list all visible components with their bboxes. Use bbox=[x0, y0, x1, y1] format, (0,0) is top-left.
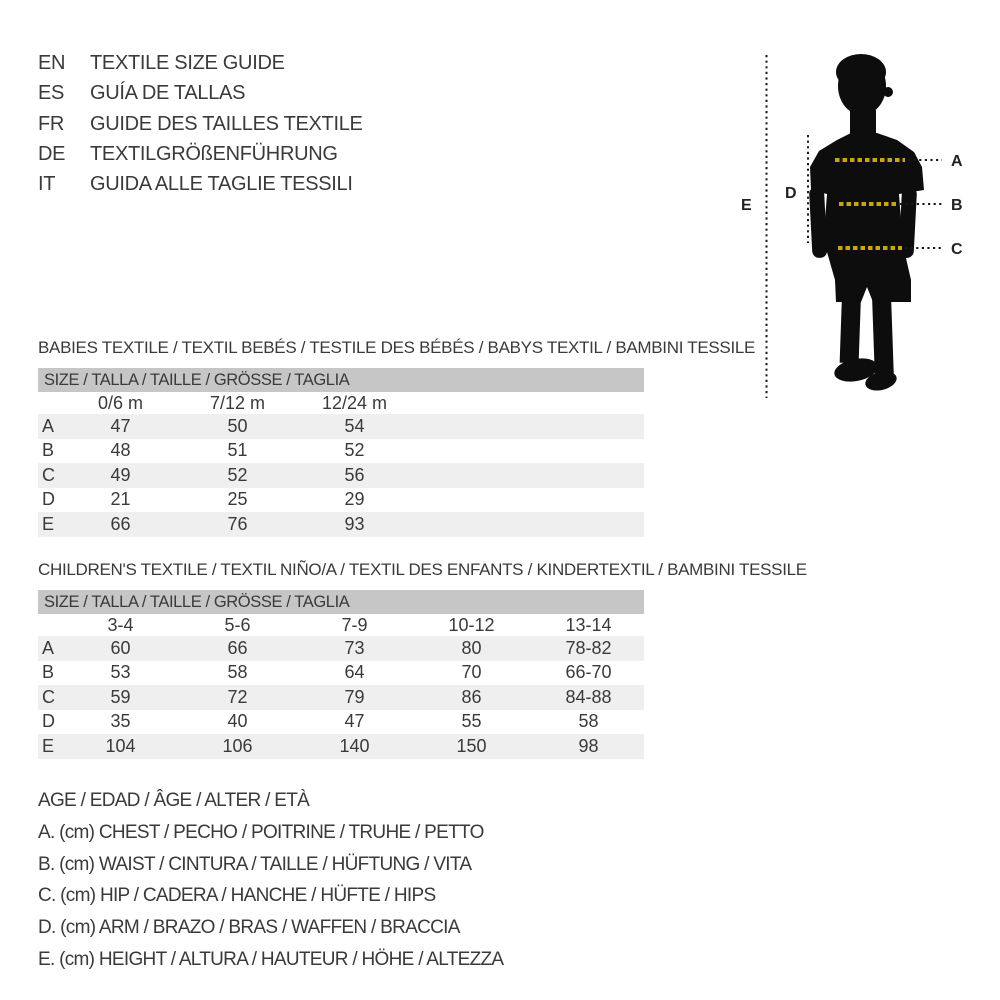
table-cell: 59 bbox=[110, 686, 131, 707]
table-cell: 50 bbox=[227, 415, 248, 436]
table-cell: 66 bbox=[110, 513, 131, 534]
table-row-b bbox=[38, 661, 644, 686]
chest-label: A bbox=[951, 153, 963, 170]
table-cell: 140 bbox=[339, 735, 370, 756]
height-label: E bbox=[741, 197, 752, 214]
row-label: C bbox=[42, 464, 55, 485]
row-label: D bbox=[42, 711, 55, 732]
table-cell: 54 bbox=[344, 415, 365, 436]
table-cell: 48 bbox=[110, 440, 131, 461]
table-cell: 72 bbox=[227, 686, 248, 707]
arm-label: D bbox=[785, 185, 797, 202]
language-row-it bbox=[38, 169, 363, 199]
legend-height-line: E. (cm) HEIGHT / ALTURA / HAUTEUR / HÖHE / ALTEZZA bbox=[38, 948, 504, 970]
language-row-en bbox=[38, 48, 363, 78]
legend-arm-line: D. (cm) ARM / BRAZO / BRAS / WAFFEN / BRACCIA bbox=[38, 917, 460, 939]
table-cell: 51 bbox=[227, 440, 248, 461]
table-row-e bbox=[38, 734, 644, 759]
table-cell: 58 bbox=[227, 662, 248, 683]
table-cell: 52 bbox=[344, 440, 365, 461]
row-label: A bbox=[42, 637, 55, 658]
table-cell: 78-82 bbox=[565, 637, 612, 658]
table-cell: 25 bbox=[227, 489, 248, 510]
table-cell: 47 bbox=[344, 711, 365, 732]
row-label: B bbox=[42, 440, 55, 461]
table-row-d bbox=[38, 488, 644, 513]
table-cell: 70 bbox=[461, 662, 482, 683]
column-header: 7/12 m bbox=[209, 392, 266, 413]
waist-label: B bbox=[951, 197, 963, 214]
table-cell: 55 bbox=[461, 711, 482, 732]
table-cell: 53 bbox=[110, 662, 131, 683]
language-code: IT bbox=[38, 173, 56, 196]
table-row-c bbox=[38, 463, 644, 488]
row-label: E bbox=[42, 735, 55, 756]
table-row-e bbox=[38, 512, 644, 537]
row-label: E bbox=[42, 513, 55, 534]
language-title: TEXTILGRÖßENFÜHRUNG bbox=[90, 142, 338, 165]
table-cell: 40 bbox=[227, 711, 248, 732]
children-column-header-row bbox=[38, 614, 644, 636]
table-row-d bbox=[38, 710, 644, 735]
babies-size-table-section bbox=[38, 338, 756, 537]
table-row-a bbox=[38, 636, 644, 661]
column-header: 5-6 bbox=[224, 614, 251, 635]
language-title: GUIDA ALLE TAGLIE TESSILI bbox=[90, 173, 353, 196]
children-size-table-section bbox=[38, 560, 807, 759]
language-code: FR bbox=[38, 112, 65, 135]
language-code: DE bbox=[38, 142, 66, 165]
row-label: D bbox=[42, 489, 55, 510]
table-cell: 84-88 bbox=[565, 686, 612, 707]
hip-label: C bbox=[951, 241, 963, 258]
table-cell: 60 bbox=[110, 637, 131, 658]
babies-section-heading: BABIES TEXTILE / TEXTIL BEBÉS / TESTILE DES BÉBÉS / BABYS TEXTIL / BAMBINI TESSILE bbox=[38, 338, 756, 357]
language-code: ES bbox=[38, 82, 65, 105]
legend-hip-line: C. (cm) HIP / CADERA / HANCHE / HÜFTE / HIPS bbox=[38, 885, 436, 907]
table-cell: 29 bbox=[344, 489, 365, 510]
table-cell: 150 bbox=[456, 735, 487, 756]
table-cell: 76 bbox=[227, 513, 248, 534]
babies-size-header-band: SIZE / TALLA / TAILLE / GRÖSSE / TAGLIA bbox=[38, 368, 644, 392]
table-cell: 73 bbox=[344, 637, 365, 658]
language-title: GUÍA DE TALLAS bbox=[90, 82, 246, 105]
child-silhouette bbox=[809, 54, 924, 394]
child-measurement-diagram bbox=[735, 40, 980, 410]
table-cell: 104 bbox=[105, 735, 136, 756]
column-header: 7-9 bbox=[341, 614, 368, 635]
column-header: 13-14 bbox=[565, 614, 612, 635]
table-cell: 49 bbox=[110, 464, 131, 485]
table-cell: 106 bbox=[222, 735, 253, 756]
table-row-b bbox=[38, 439, 644, 464]
column-header: 12/24 m bbox=[321, 392, 388, 413]
table-cell: 47 bbox=[110, 415, 131, 436]
table-cell: 98 bbox=[578, 735, 599, 756]
row-label: B bbox=[42, 662, 55, 683]
legend-chest-line: A. (cm) CHEST / PECHO / POITRINE / TRUHE / PETTO bbox=[38, 821, 484, 843]
table-cell: 80 bbox=[461, 637, 482, 658]
children-section-heading: CHILDREN'S TEXTILE / TEXTIL NIÑO/A / TEXTIL DES ENFANTS / KINDERTEXTIL / BAMBINI TESSILE bbox=[38, 560, 807, 579]
table-cell: 21 bbox=[110, 489, 131, 510]
measurement-legend bbox=[38, 785, 503, 976]
table-cell: 79 bbox=[344, 686, 365, 707]
table-cell: 66 bbox=[227, 637, 248, 658]
row-label: A bbox=[42, 415, 55, 436]
table-cell: 56 bbox=[344, 464, 365, 485]
language-title: TEXTILE SIZE GUIDE bbox=[90, 52, 285, 74]
table-cell: 52 bbox=[227, 464, 248, 485]
column-header: 3-4 bbox=[107, 614, 134, 635]
table-cell: 58 bbox=[578, 711, 599, 732]
language-title-list bbox=[38, 48, 363, 199]
table-cell: 35 bbox=[110, 711, 131, 732]
legend-waist-line: B. (cm) WAIST / CINTURA / TAILLE / HÜFTUNG / VITA bbox=[38, 853, 472, 875]
table-cell: 93 bbox=[344, 513, 365, 534]
language-row-fr bbox=[38, 109, 363, 139]
language-row-de bbox=[38, 139, 363, 169]
language-code: EN bbox=[38, 52, 66, 74]
table-row-a bbox=[38, 414, 644, 439]
table-cell: 64 bbox=[344, 662, 365, 683]
babies-column-header-row bbox=[38, 392, 644, 414]
row-label: C bbox=[42, 686, 55, 707]
table-cell: 86 bbox=[461, 686, 482, 707]
table-row-c bbox=[38, 685, 644, 710]
language-row-es bbox=[38, 78, 363, 108]
column-header: 10-12 bbox=[448, 614, 495, 635]
column-header: 0/6 m bbox=[97, 392, 144, 413]
language-title: GUIDE DES TAILLES TEXTILE bbox=[90, 112, 363, 135]
children-size-header-band: SIZE / TALLA / TAILLE / GRÖSSE / TAGLIA bbox=[38, 590, 644, 614]
legend-age-line: AGE / EDAD / ÂGE / ALTER / ETÀ bbox=[38, 790, 310, 811]
table-cell: 66-70 bbox=[565, 662, 612, 683]
